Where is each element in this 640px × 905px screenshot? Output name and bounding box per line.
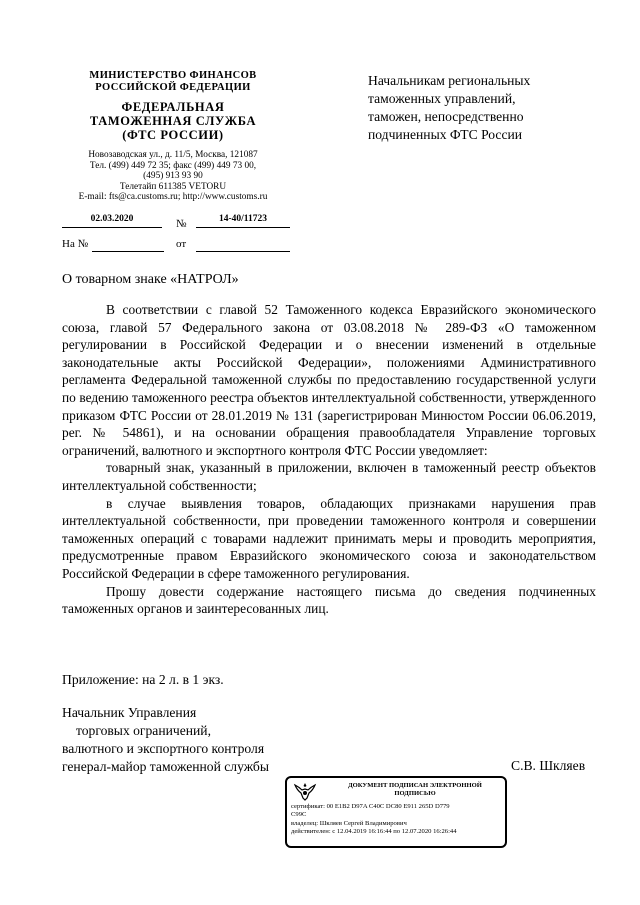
addressee-line: Начальникам региональных <box>368 73 531 88</box>
reference-date-line <box>196 238 290 252</box>
position-line: валютного и экспортного контроля <box>62 741 265 756</box>
addressee <box>368 72 598 144</box>
ministry-name <box>56 70 290 94</box>
body-paragraph: В соответствии с главой 52 Таможенного кодекса Евразийского экономического союза, главой 57 Федерального закона от 03.08.2018 № 289-ФЗ «О таможенном регулировании в Российской Федерации и о внесении изменений в отдельные законодательные акты Российской Федерации», положениями Административного регламента Федеральной таможенной службы по предоставлению государственной услуги по ведению таможенного реестра объектов интеллектуальной собственности, утвержденного приказом ФТС России от 28.01.2019 № 131 (зарегистрирован Минюстом России 06.06.2019, рег. № 54861), и на основании обращения правообладателя Управление торговых ограничений, валютного и экспортного контроля ФТС России уведомляет: <box>62 302 596 458</box>
number-field <box>196 214 290 228</box>
document-date: 02.03.2020 <box>90 214 134 224</box>
certificate-validity: действителен: с 12.04.2019 16:16:44 по 12.07.2020 16:26:44 <box>291 828 457 836</box>
service-name <box>56 100 290 142</box>
document-number: 14-40/11723 <box>218 214 268 224</box>
ministry-line: МИНИСТЕРСТВО ФИНАНСОВ <box>89 70 257 81</box>
signer-name: С.В. Шкляев <box>511 758 586 773</box>
body-paragraph: товарный знак, указанный в приложении, включен в таможенный реестр объектов интеллектуальной собственности; <box>62 460 596 493</box>
service-line: ФЕДЕРАЛЬНАЯ <box>121 100 225 114</box>
double-headed-eagle-icon <box>293 781 317 801</box>
stamp-title <box>325 782 505 799</box>
electronic-signature-stamp <box>285 776 507 848</box>
contact-info <box>56 150 290 203</box>
teletype-line: Телетайп 611385 VETORU <box>119 181 227 192</box>
stamp-title-line: ПОДПИСЬЮ <box>394 790 436 798</box>
reference-number-line <box>92 238 164 252</box>
position-line: генерал-майор таможенной службы <box>62 759 269 774</box>
stamp-details <box>291 803 505 837</box>
date-field <box>62 214 162 228</box>
certificate-line: C99C <box>291 811 307 819</box>
position-line: Начальник Управления <box>62 705 197 720</box>
letterhead <box>56 70 290 203</box>
service-line: ТАМОЖЕННАЯ СЛУЖБА <box>89 114 257 128</box>
body-paragraph: Прошу довести содержание настоящего письма до сведения подчиненных таможенных органов и заинтересованных лиц. <box>62 583 596 617</box>
certificate-owner: владелец: Шкляев Сергей Владимирович <box>291 819 407 827</box>
phone-line: (495) 913 93 90 <box>143 171 203 181</box>
attachment-note: Приложение: на 2 л. в 1 экз. <box>62 672 224 687</box>
phone-line: Тел. (499) 449 72 35; факс (499) 449 73 00, <box>89 160 257 171</box>
letter-body <box>62 301 596 618</box>
position-line: торговых ограничений, <box>76 723 211 738</box>
number-label: № <box>176 218 187 230</box>
addressee-line: таможен, непосредственно <box>368 109 524 124</box>
body-paragraph: в случае выявления товаров, обладающих признаками нарушения прав интеллектуальной собственности, при проведении таможенного контроля и совершении таможенных операций с товарами надлежит принимать меры и проводить мероприятия, предусмотренные правом Евразийского экономического союза и законодательством Российской Федерации в сфере таможенного регулирования. <box>62 495 596 581</box>
stamp-title-line: ДОКУМЕНТ ПОДПИСАН ЭЛЕКТРОННОЙ <box>348 782 482 789</box>
certificate-line: сертификат: 00 E1B2 D97A C40C DC80 E911 265D D779 <box>291 803 450 810</box>
letter-subject: О товарном знаке «НАТРОЛ» <box>62 272 239 287</box>
email-line: E-mail: fts@ca.customs.ru; http://www.customs.ru <box>78 192 268 202</box>
signatory-position <box>62 704 269 776</box>
address-line: Новозаводская ул., д. 11/5, Москва, 121087 <box>88 150 258 160</box>
reference-label: На № <box>62 238 89 250</box>
reference-from-label: от <box>176 238 187 250</box>
addressee-line: таможенных управлений, <box>368 91 516 106</box>
service-line: (ФТС РОССИИ) <box>122 128 224 142</box>
ministry-line: РОССИЙСКОЙ ФЕДЕРАЦИИ <box>95 82 251 93</box>
addressee-line: подчиненных ФТС России <box>368 127 523 142</box>
